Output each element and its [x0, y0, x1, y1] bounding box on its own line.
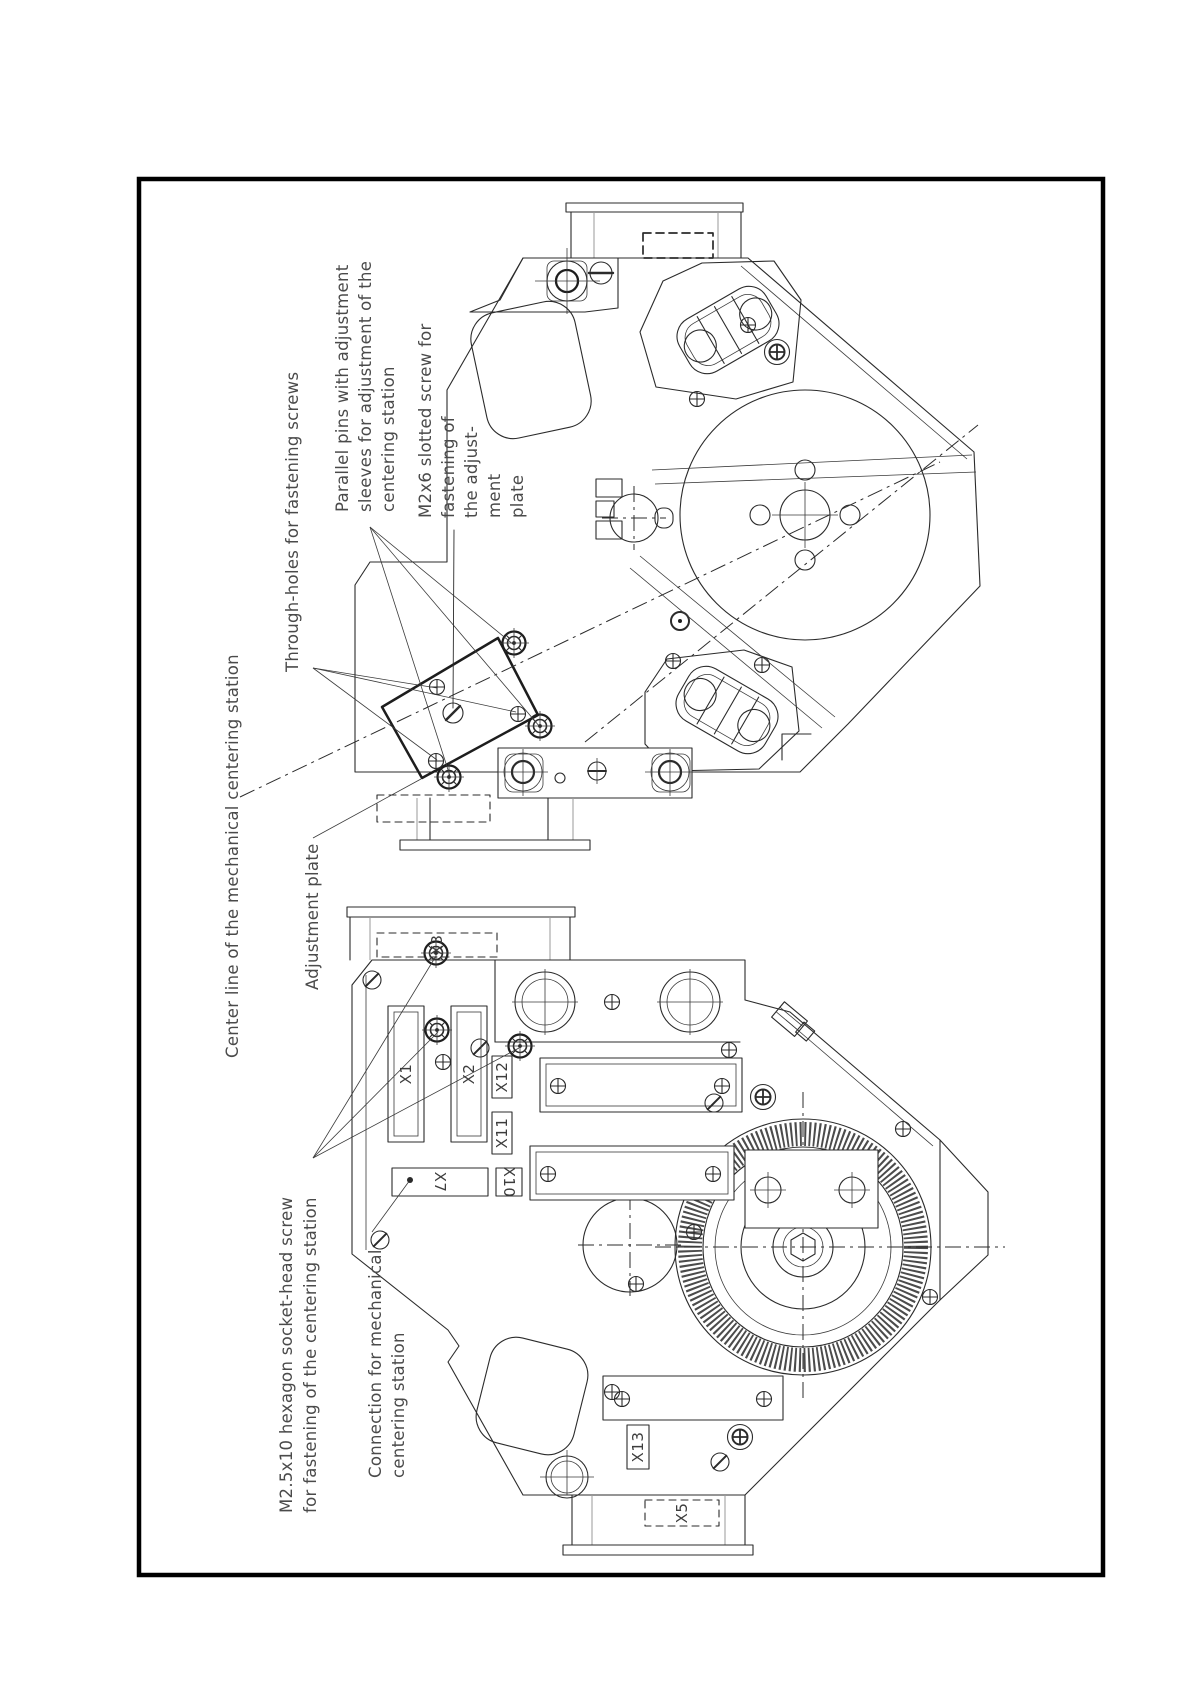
label-adjustment-plate: Adjustment plate [303, 843, 322, 990]
label-center-line: Center line of the mechanical centering station [223, 654, 242, 1058]
label-m25x10-line2: for fastening of the centering station [301, 1197, 320, 1513]
connector-label-x10: X10 [500, 1166, 518, 1198]
label-m2x6-line3: the adjust- [462, 425, 481, 518]
label-m25x10-line1: M2.5x10 hexagon socket-head screw [277, 1196, 296, 1513]
label-m2x6-line4: ment [485, 473, 504, 518]
label-connection-line1: Connection for mechanical [366, 1249, 385, 1478]
label-m2x6-line5: plate [508, 474, 527, 518]
connector-label-x13: X13 [629, 1431, 647, 1463]
connector-label-x2: X2 [460, 1063, 478, 1085]
connector-label-x7: X7 [431, 1171, 449, 1193]
label-m2x6-line1: M2x6 slotted screw for [416, 323, 435, 518]
label-through-holes: Through-holes for fastening screws [283, 371, 302, 672]
connector-label-x3: X3 [428, 934, 446, 956]
upper-bottom-bar [498, 748, 695, 798]
connector-label-x11: X11 [493, 1117, 511, 1149]
label-parallel-pins-line3: centering station [379, 366, 398, 512]
label-parallel-pins-line2: sleeves for adjustment of the [356, 260, 375, 512]
label-parallel-pins-line1: Parallel pins with adjustment [333, 264, 352, 512]
label-connection-line2: centering station [389, 1332, 408, 1478]
label-m2x6-line2: fastening of [439, 416, 458, 518]
connector-label-x5: X5 [673, 1502, 691, 1524]
connector-label-x12: X12 [493, 1061, 511, 1093]
connector-label-x1: X1 [397, 1063, 415, 1085]
through-hole-icon [511, 707, 526, 722]
